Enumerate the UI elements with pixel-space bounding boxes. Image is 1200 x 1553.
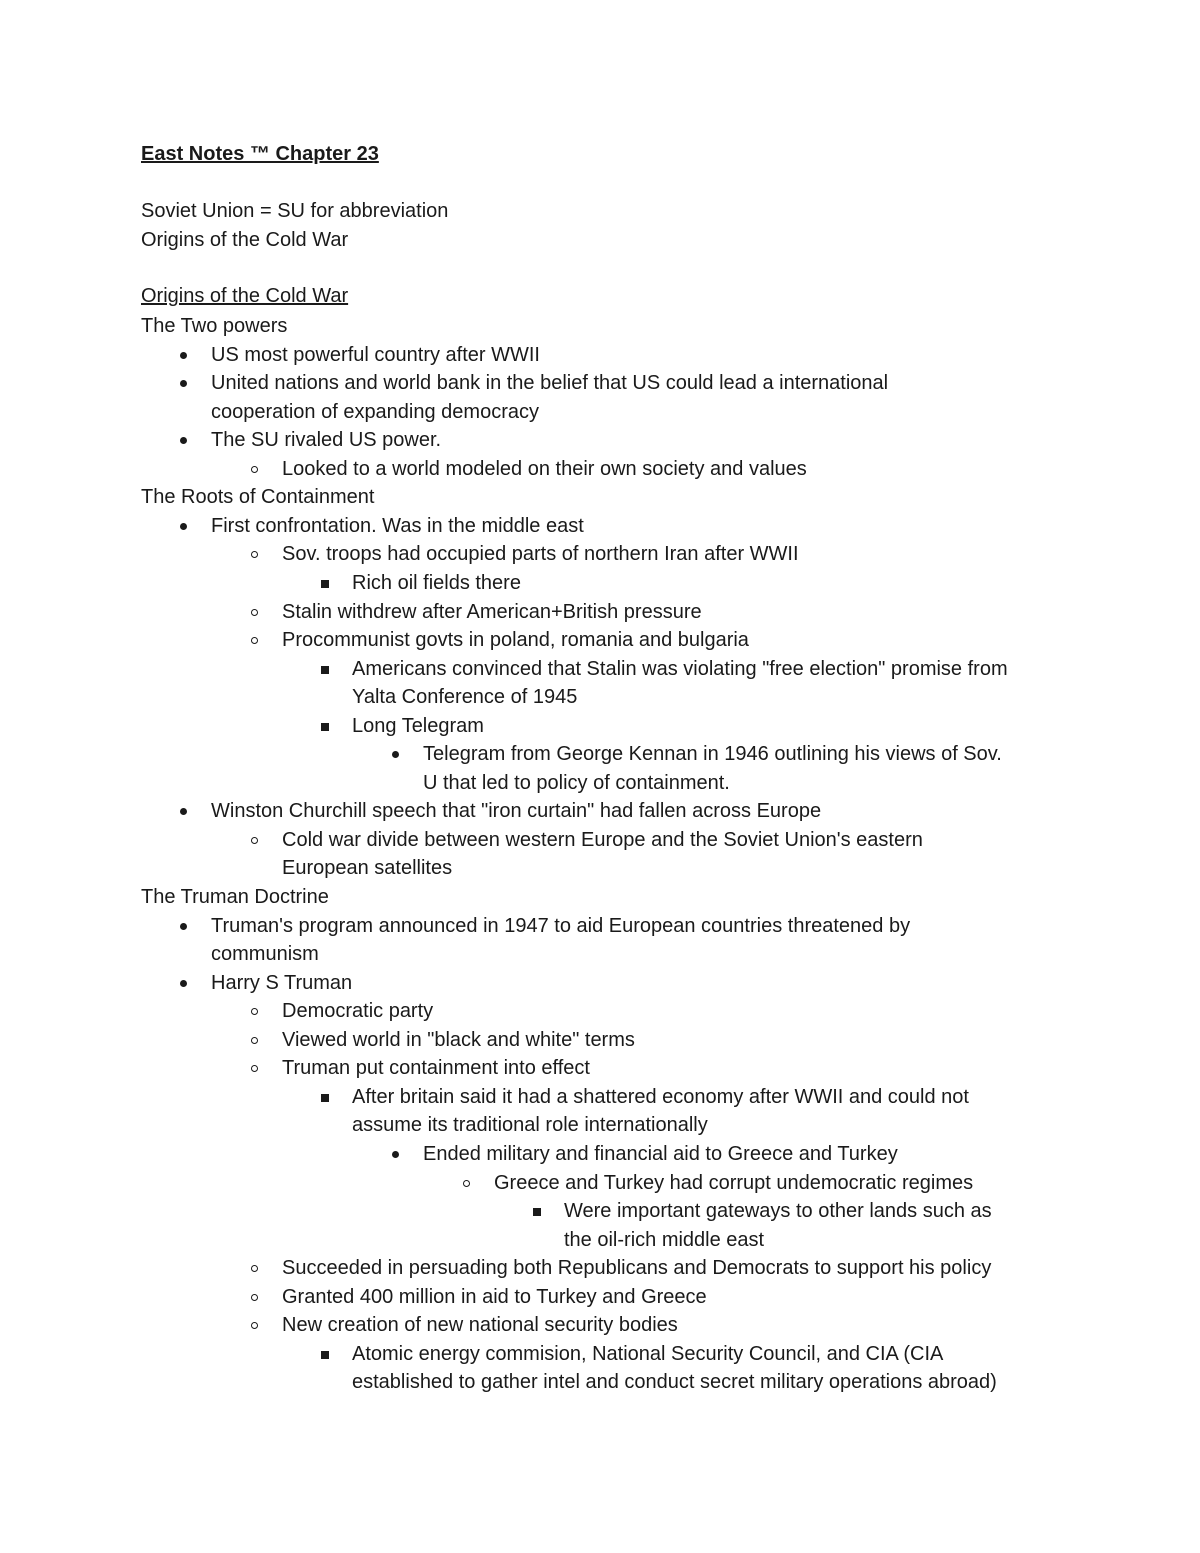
outline-line-continuation: the oil-rich middle east <box>564 1228 765 1251</box>
outline-item: Sov. troops had occupied parts of northern Iran after WWII <box>282 543 799 566</box>
outline-item: Harry S Truman <box>211 971 353 994</box>
outline-heading: The Truman Doctrine <box>141 886 329 908</box>
outline-item: Were important gateways to other lands such as <box>564 1200 992 1223</box>
outline-line-continuation: assume its traditional role internationally <box>352 1114 708 1137</box>
outline-item: New creation of new national security bodies <box>282 1314 678 1337</box>
outline-item: Truman put containment into effect <box>282 1057 590 1080</box>
disc-bullet-icon <box>180 437 187 444</box>
outline-item: Looked to a world modeled on their own society and values <box>282 457 807 480</box>
circle-bullet-icon <box>251 1008 258 1015</box>
circle-bullet-icon <box>251 637 258 644</box>
outline-item: Ended military and financial aid to Greece and Turkey <box>423 1142 898 1165</box>
circle-bullet-icon <box>463 1180 470 1187</box>
outline-item: Winston Churchill speech that "iron curtain" had fallen across Europe <box>211 800 822 823</box>
intro-line-2: Origins of the Cold War <box>141 229 349 251</box>
outline-item: Greece and Turkey had corrupt undemocratic regimes <box>494 1171 974 1194</box>
outline-item: Stalin withdrew after American+British pressure <box>282 600 702 623</box>
outline-item: Cold war divide between western Europe and the Soviet Union's eastern <box>282 828 923 851</box>
disc-bullet-icon <box>180 380 187 387</box>
circle-bullet-icon <box>251 1065 258 1072</box>
outline-item: Long Telegram <box>352 714 484 737</box>
outline-item: Democratic party <box>282 1000 434 1023</box>
outline-item: Granted 400 million in aid to Turkey and Greece <box>282 1285 707 1308</box>
circle-bullet-icon <box>251 551 258 558</box>
disc-bullet-icon <box>180 523 187 530</box>
intro-line-1: Soviet Union = SU for abbreviation <box>141 200 449 222</box>
outline-item: United nations and world bank in the belief that US could lead a international <box>211 372 889 395</box>
outline-item: Americans convinced that Stalin was violating "free election" promise from <box>352 657 1008 680</box>
outline-heading: The Roots of Containment <box>141 486 375 509</box>
circle-bullet-icon <box>251 837 258 844</box>
circle-bullet-icon <box>251 1322 258 1329</box>
square-bullet-icon <box>321 580 329 588</box>
square-bullet-icon <box>533 1208 541 1216</box>
circle-bullet-icon <box>251 1294 258 1301</box>
outline-item: Viewed world in "black and white" terms <box>282 1028 635 1051</box>
disc-bullet-icon <box>180 808 187 815</box>
outline-line-continuation: cooperation of expanding democracy <box>211 400 539 423</box>
circle-bullet-icon <box>251 609 258 616</box>
disc-bullet-icon <box>180 923 187 930</box>
outline-item: After britain said it had a shattered economy after WWII and could not <box>352 1085 969 1108</box>
disc-bullet-icon <box>392 751 399 758</box>
section-heading: Origins of the Cold War <box>141 285 349 307</box>
document-title: East Notes ™ Chapter 23 <box>141 143 379 165</box>
outline-line-continuation: U that led to policy of containment. <box>423 771 730 794</box>
outline-item: Telegram from George Kennan in 1946 outlining his views of Sov. <box>423 743 1002 766</box>
outline-heading: The Two powers <box>141 315 288 337</box>
square-bullet-icon <box>321 1351 329 1359</box>
outline-line-continuation: European satellites <box>282 857 453 880</box>
outline-line-continuation: communism <box>211 943 319 966</box>
outline-item: Procommunist govts in poland, romania and bulgaria <box>282 629 749 652</box>
outline-item: Succeeded in persuading both Republicans and Democrats to support his policy <box>282 1257 992 1280</box>
outline-line-continuation: Yalta Conference of 1945 <box>352 686 578 709</box>
square-bullet-icon <box>321 666 329 674</box>
outline-item: First confrontation. Was in the middle east <box>211 514 584 537</box>
disc-bullet-icon <box>392 1151 399 1158</box>
square-bullet-icon <box>321 723 329 731</box>
outline-item: US most powerful country after WWII <box>211 343 540 366</box>
outline-item: The SU rivaled US power. <box>211 429 442 452</box>
outline-line-continuation: established to gather intel and conduct secret military operations abroad) <box>352 1371 997 1394</box>
disc-bullet-icon <box>180 352 187 359</box>
disc-bullet-icon <box>180 980 187 987</box>
outline-item: Atomic energy commision, National Security Council, and CIA (CIA <box>352 1342 944 1365</box>
circle-bullet-icon <box>251 1265 258 1272</box>
outline-item: Rich oil fields there <box>352 571 521 594</box>
circle-bullet-icon <box>251 1037 258 1044</box>
circle-bullet-icon <box>251 466 258 473</box>
square-bullet-icon <box>321 1094 329 1102</box>
outline-item: Truman's program announced in 1947 to aid European countries threatened by <box>211 914 911 937</box>
